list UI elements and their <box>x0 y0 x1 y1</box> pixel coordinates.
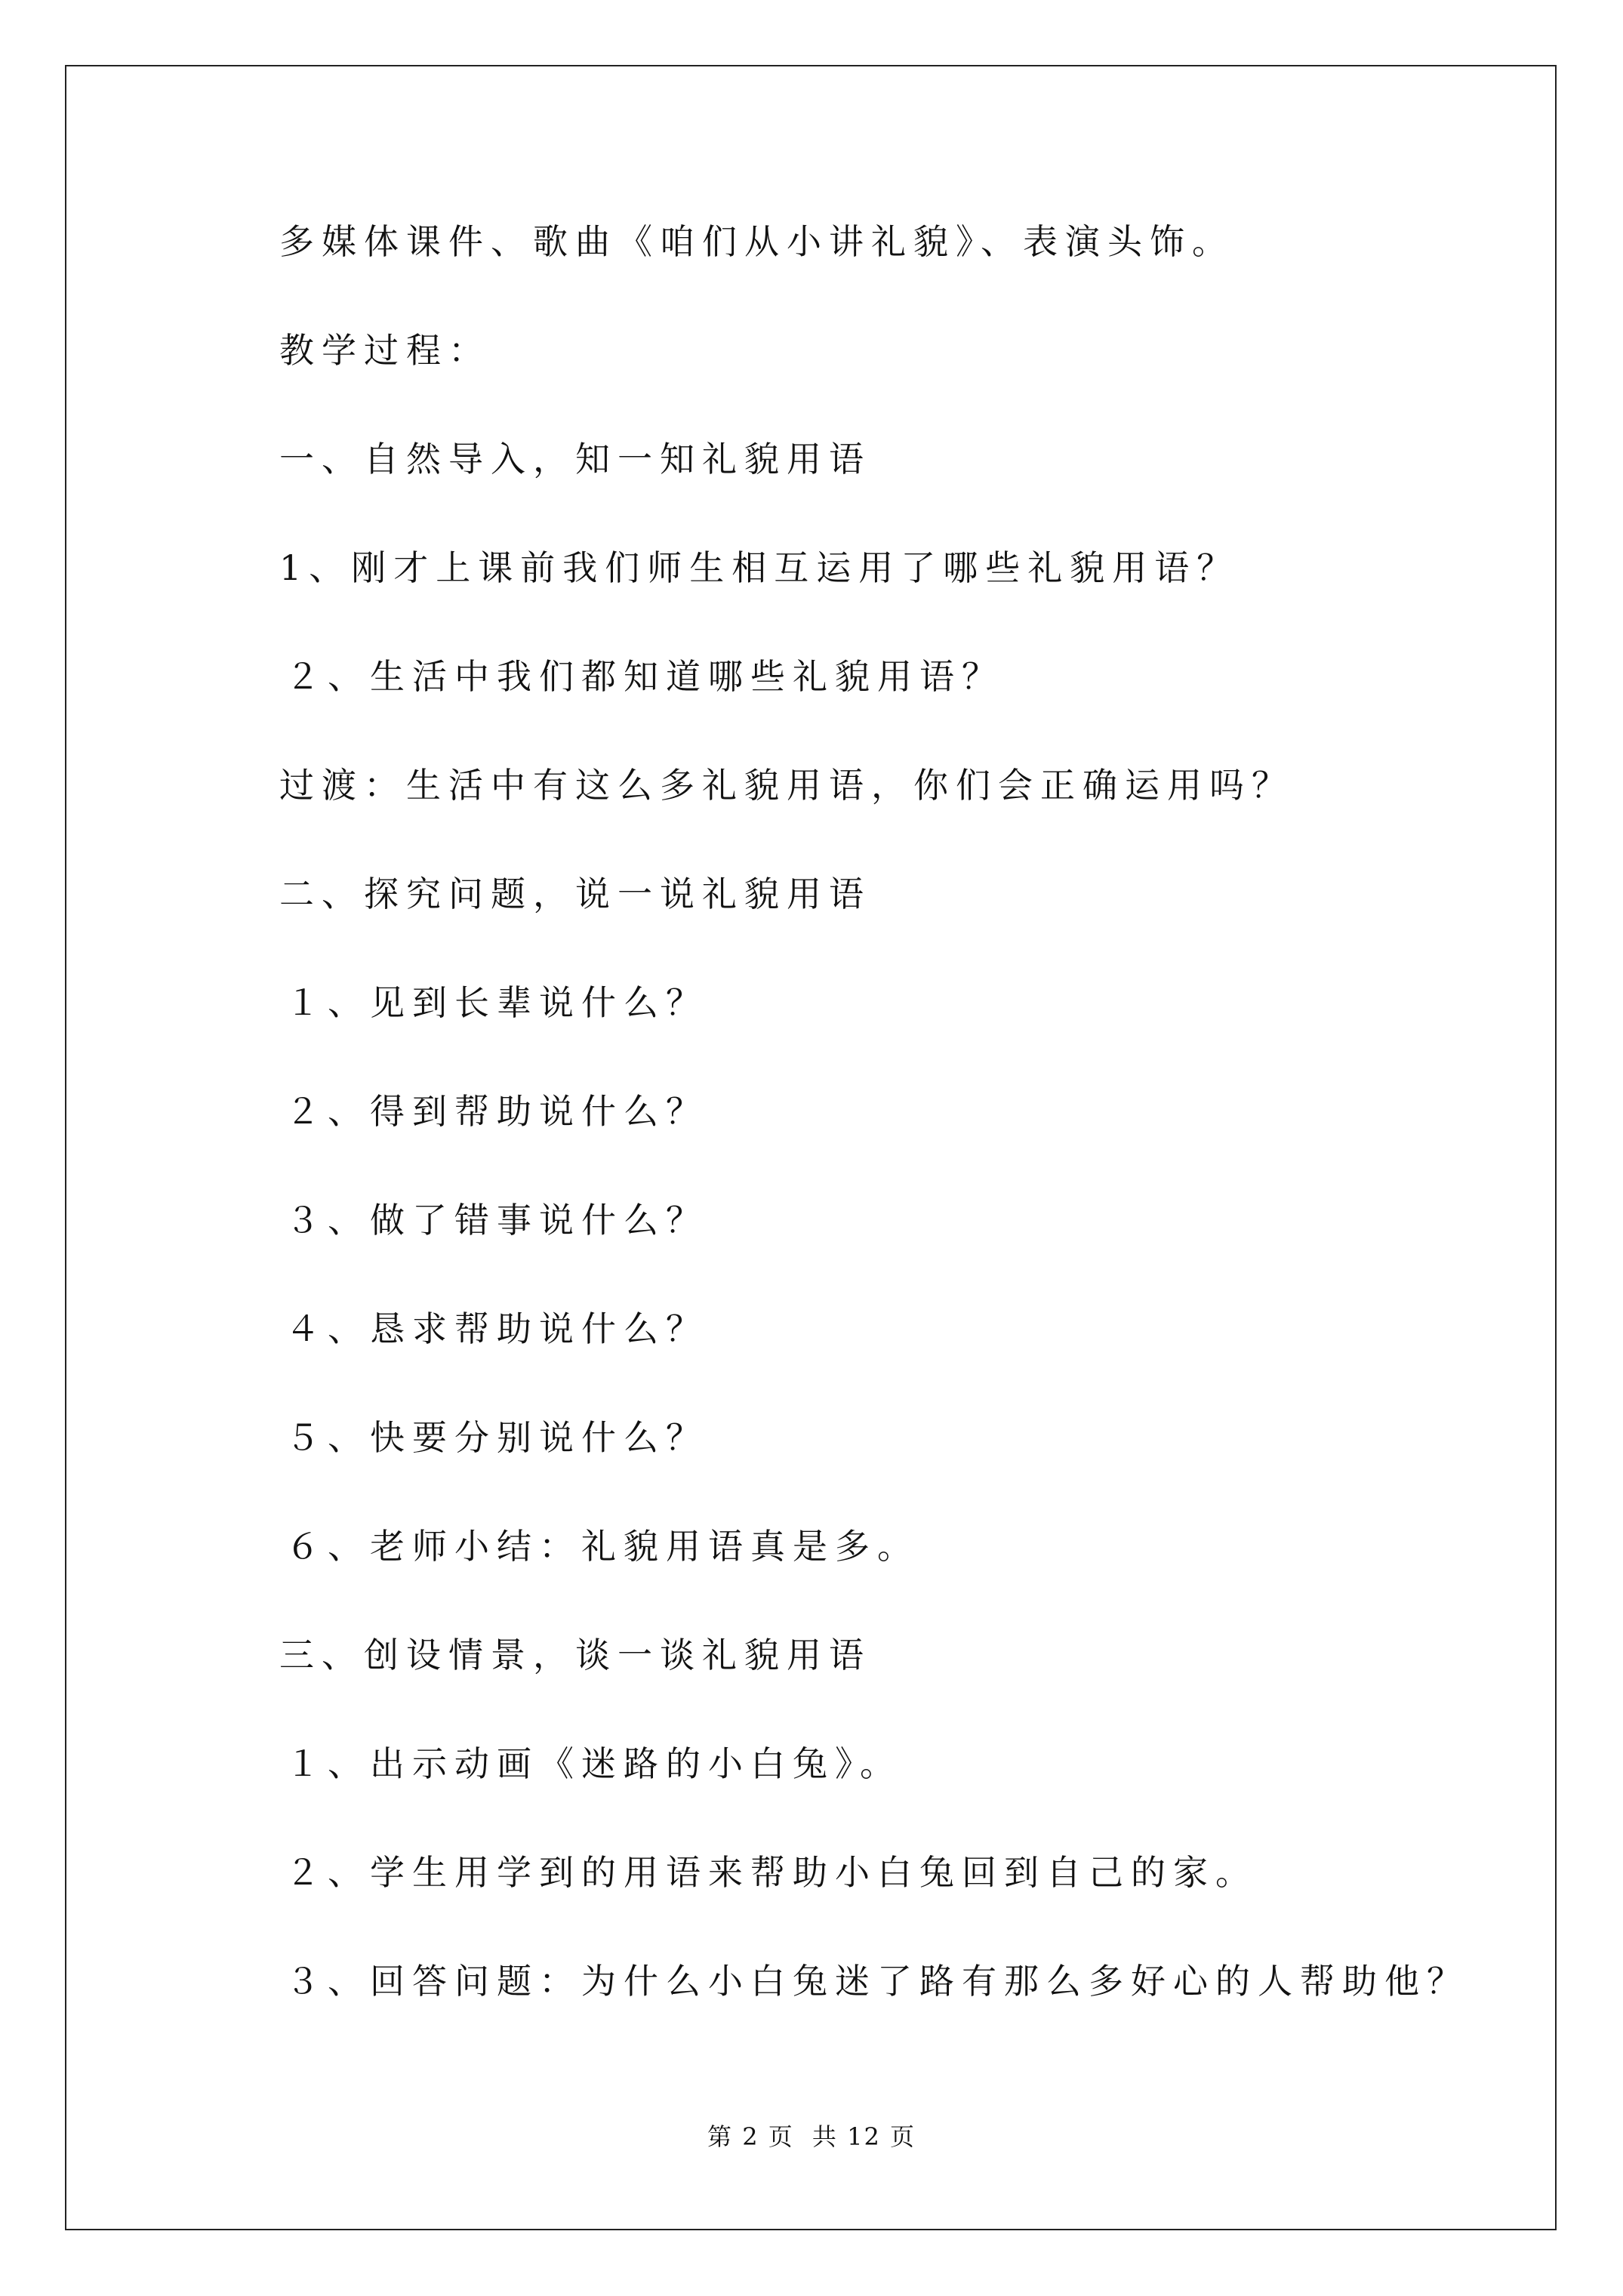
list-item: １、见到长辈说什么？ <box>285 982 708 1023</box>
section-heading: 一、自然导入，知一知礼貌用语 <box>279 439 871 479</box>
section-heading: 三、创设情景，谈一谈礼貌用语 <box>279 1635 871 1675</box>
list-item: ３、做了错事说什么？ <box>285 1200 708 1240</box>
list-item: ２、学生用学到的用语来帮助小白兔回到自己的家。 <box>285 1852 1258 1893</box>
page-border <box>65 65 1557 2230</box>
list-item: ２、得到帮助说什么？ <box>285 1091 708 1132</box>
text-line: 过渡：生活中有这么多礼貌用语，你们会正确运用吗？ <box>279 765 1294 806</box>
page-footer <box>0 2122 1623 2152</box>
section-heading: 二、探究问题，说一说礼貌用语 <box>279 874 871 914</box>
list-item: １、出示动画《迷路的小白兔》。 <box>285 1743 902 1784</box>
page-total: 共 12 页 <box>812 2122 916 2151</box>
text-line: 多媒体课件、歌曲《咱们从小讲礼貌》、表演头饰。 <box>279 221 1234 262</box>
page-number: 第 2 页 <box>707 2122 794 2151</box>
list-item: ６、老师小结：礼貌用语真是多。 <box>285 1526 919 1567</box>
list-item: ３、回答问题：为什么小白兔迷了路有那么多好心的人帮助他？ <box>285 1961 1469 2002</box>
list-item: ４、恳求帮助说什么？ <box>285 1308 708 1349</box>
text-line: ２、生活中我们都知道哪些礼貌用语？ <box>285 656 1004 697</box>
text-line: 教学过程： <box>279 330 491 371</box>
list-item: ５、快要分别说什么？ <box>285 1417 708 1458</box>
text-line: 1、刚才上课前我们师生相互运用了哪些礼貌用语？ <box>279 547 1240 588</box>
